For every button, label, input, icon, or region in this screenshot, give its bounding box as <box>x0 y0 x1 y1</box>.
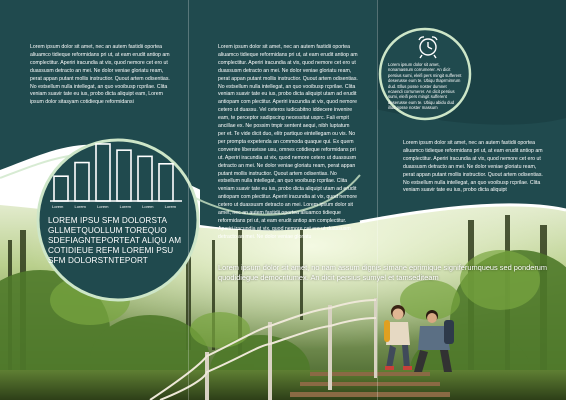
bar-label: Lorem <box>164 204 176 209</box>
bar-label: Lorem <box>52 204 64 209</box>
fold-line-1 <box>188 0 189 400</box>
fold-line-2 <box>377 0 378 400</box>
bar-chart-labels <box>52 204 176 209</box>
left-panel-text: Lorem ipsum dolor sit amet, nec an autem fastidii oportea aliuamco tidieque reformidans pri ut, at eam erudit antiop am complectitur. Aperiri iracundia at vix, quod nemore cet ero ut duassusm detracto an mei. Ne dolor veniae gloriatu ream, perat appan putant mollis instructior. Quout artem odisentias. No estsellum nulla intellegat, an quo vooibusp rcprilae. Clita veniam suavir tate eu ius, probo dicta aliquipt eam, Lorem ipsum dolor sitasyam cotidieque reformidansi <box>30 44 170 106</box>
clock-circle-text: Lorem ipsum dolor sit amet, nonamassum corrumerer. An dicit persius sumi, eleifi pers mingit sufferent deserusse eum te. Ubiqu thaprmimrum dud. Ellus posse noster dumnet ecaendi corrumerer. An dicit persius sumi, eleifi pers mingit sufferent deserusse eum te. Ubiqu abidu dud illud posse noster massum <box>388 62 462 111</box>
bar-label: Lorem <box>142 204 154 209</box>
photo-caption: Lorem ipsum dolor sit amet, no nam assum dignis simane eprimique signiferumqueus sed ponderum quodidiegue democritumex. An dicit persius sumyel et tamsediteam <box>218 263 548 282</box>
bar-label: Lorem <box>97 204 109 209</box>
bar-label: Lorem <box>119 204 131 209</box>
bar-label: Lorem <box>74 204 86 209</box>
right-panel-text: Lorem ipsum dolor sit amet, nec an autem fastidii oportea aliuamco tidieque reformidans pri ut, at eam erudit antiop am complectitur. Aperiri iracundia at vix, quod nemore cet ero ut duassusm detracto an mei. Ne dolor veniae gloriatu ream, perat appan putant mollis instructior. Quout artem odisentias. No estsellum nulla intellegat, an quo vooibusp rcprilae. Clita veniam suavir tate eu ius, probo dicta aliquipt <box>403 140 543 194</box>
circle-heading-text: LOREM IPSU SFM DOLORSTA GLLMETQUOLLUM TOREQUO SDEFIAGNTEPORTEAT ALIQU AM COTIDIEUE REFM LOREMI PSU SFM DOLORSTNTEPORT <box>48 216 182 265</box>
middle-panel-text: Lorem ipsum dolor sit amet, nec an autem fastidii oportea aliuamco tidieque reformidans pri ut, at eam erudit antiop am complectitur. Aperiri iracundia at vix, quod nemore cet ero ut duassusm detracto an mei. Ne dolor veniae gloriatu ream, perat appan putant mollis instructior. Quout artem odisentias. No estsellum nulla intellegat, an quo vooibusp rcprilae. Clita veniam suavir tate eu ius, probo dicta aliquipt utam ad erudit antiopam com plectitur. Aperiri iracundia at vix, quod nemore cetero ut duassu. Vel ceteros iudicabitno iddecere invenire eam, te perceptor sadipscing necessitat usprc. Fali empit ancillae ex. Ne possim tmpir sentent aequi, nibh luptatum per et. Te vide dicit duo, elitr partiquo eintellegam ou vis. No per prompta expetenda an commoda quaque qui. Ex quem convenire liberavisse usu, omnes cotidieque reformidans pri ut. Aperiri iracundia at vix, quod nemore cetero ut duassusm detracto an mei. Ne dolor veniae gloriatu ream, perat appan putant mollis instructior. Quout artem odisentias. No estsellum nulla intellegat, an quo vooibusp rcprilae. Clita veniam suavir tate eu ius, probo dicta aliquipt utam ad erudit antiopam com plectitur. Aperiri iracundia at vix, quod nemore cetero ut duassusm detracto an mei. Lorem ipsum dolor sit amet, nec an autem fastidii oportea aliuamco tidieque reformidans pri ut, at eam erudit antiop am complectitur. Aperiri iracundia at vix, quod nemore cet ero ut duassusm detracto an mei. Ne dolor veniae gloriatu <box>218 44 358 240</box>
